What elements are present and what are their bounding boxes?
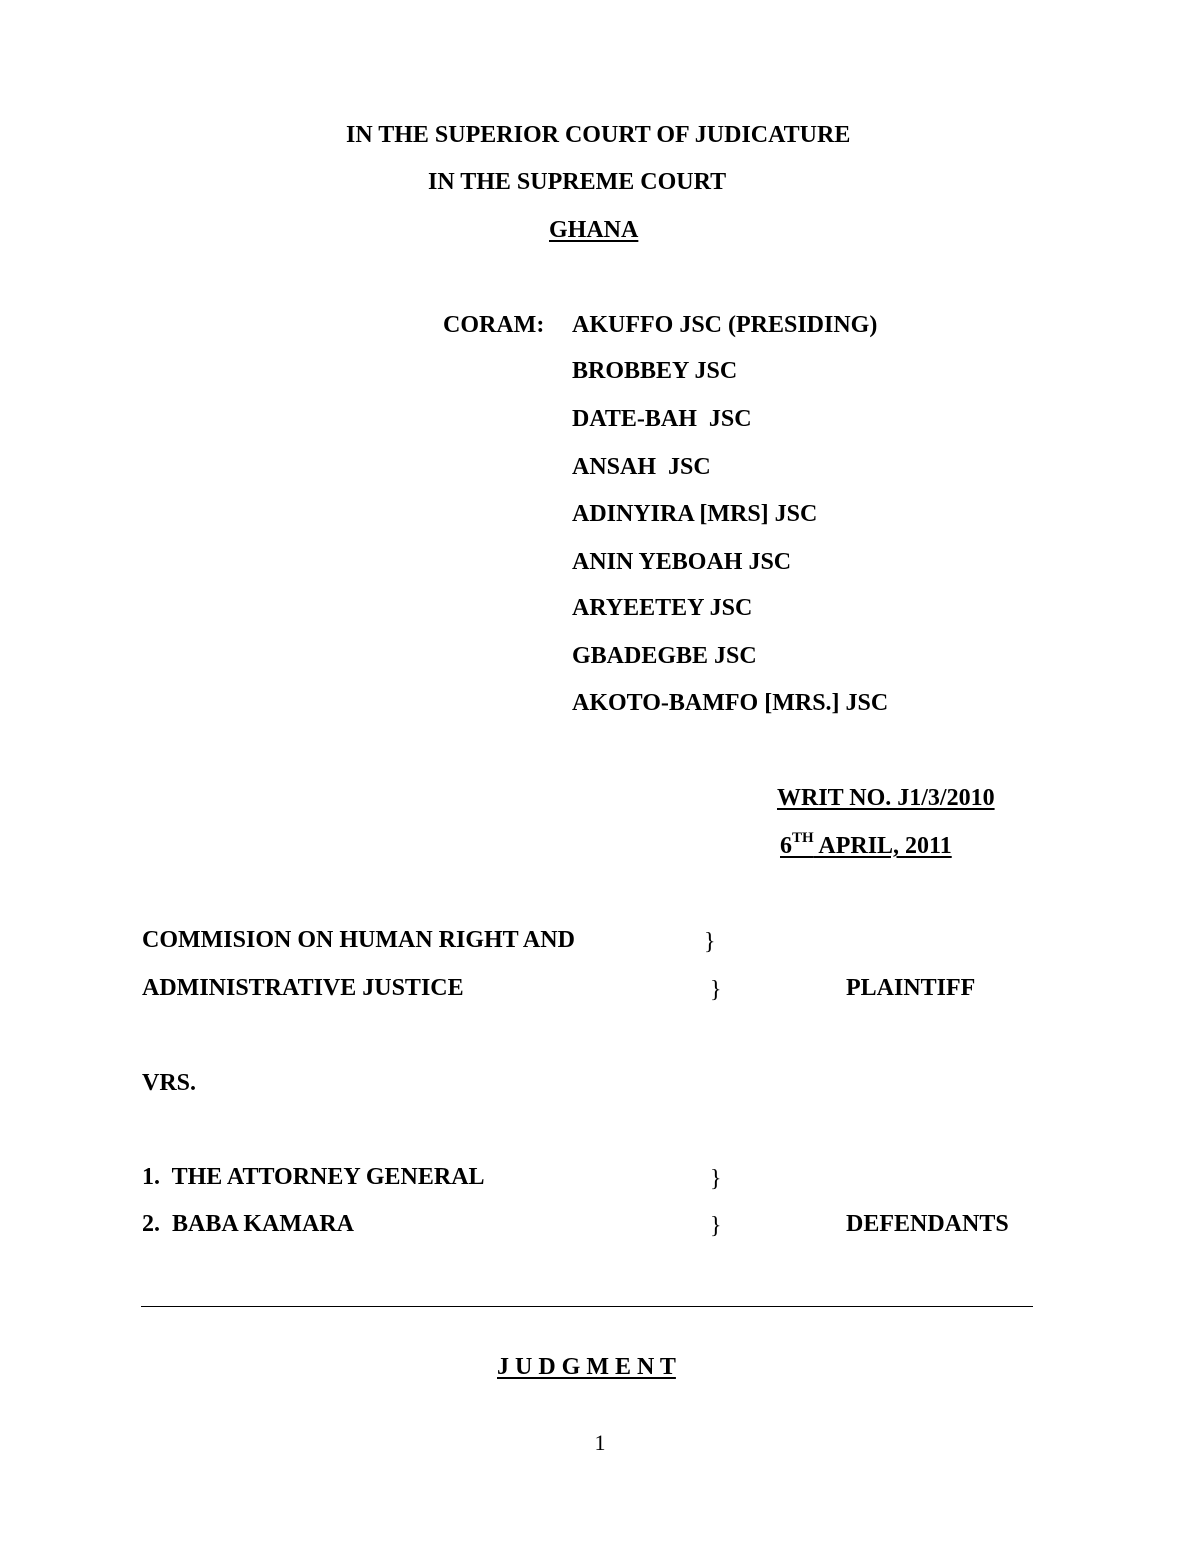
judge-name: DATE-BAH JSC [572,406,752,432]
judge-name: BROBBEY JSC [572,358,738,384]
date-suffix: TH [792,830,814,846]
horizontal-rule [141,1306,1033,1307]
judge-name: ARYEETEY JSC [572,595,753,621]
judge-name: AKUFFO JSC (PRESIDING) [572,312,878,338]
plaintiff-name-line1: COMMISION ON HUMAN RIGHT AND [142,927,575,953]
date-day: 6 [780,833,792,859]
defendant-2: 2. BABA KAMARA [142,1211,355,1237]
judge-name: AKOTO-BAMFO [MRS.] JSC [572,690,889,716]
judge-name: ANSAH JSC [572,454,711,480]
country-heading: GHANA [549,217,639,243]
brace: } [710,1213,722,1239]
court-subtitle: IN THE SUPREME COURT [428,169,727,195]
judge-name: ADINYIRA [MRS] JSC [572,501,818,527]
judgment-date [780,832,952,860]
coram-label: CORAM: [443,312,545,338]
versus-label: VRS. [142,1070,197,1096]
date-rest: APRIL, 2011 [813,833,952,859]
plaintiff-role: PLAINTIFF [846,975,976,1001]
judge-name: GBADEGBE JSC [572,643,757,669]
court-title: IN THE SUPERIOR COURT OF JUDICATURE [346,122,851,148]
brace: } [710,1166,722,1192]
writ-number: WRIT NO. J1/3/2010 [777,785,995,811]
brace: } [704,929,716,955]
page-number: 1 [594,1430,606,1455]
plaintiff-name-line2: ADMINISTRATIVE JUSTICE [142,975,464,1001]
defendant-role: DEFENDANTS [846,1211,1009,1237]
defendant-1: 1. THE ATTORNEY GENERAL [142,1164,485,1190]
brace: } [710,977,722,1003]
judgment-heading: J U D G M E N T [497,1354,676,1380]
judge-name: ANIN YEBOAH JSC [572,549,792,575]
